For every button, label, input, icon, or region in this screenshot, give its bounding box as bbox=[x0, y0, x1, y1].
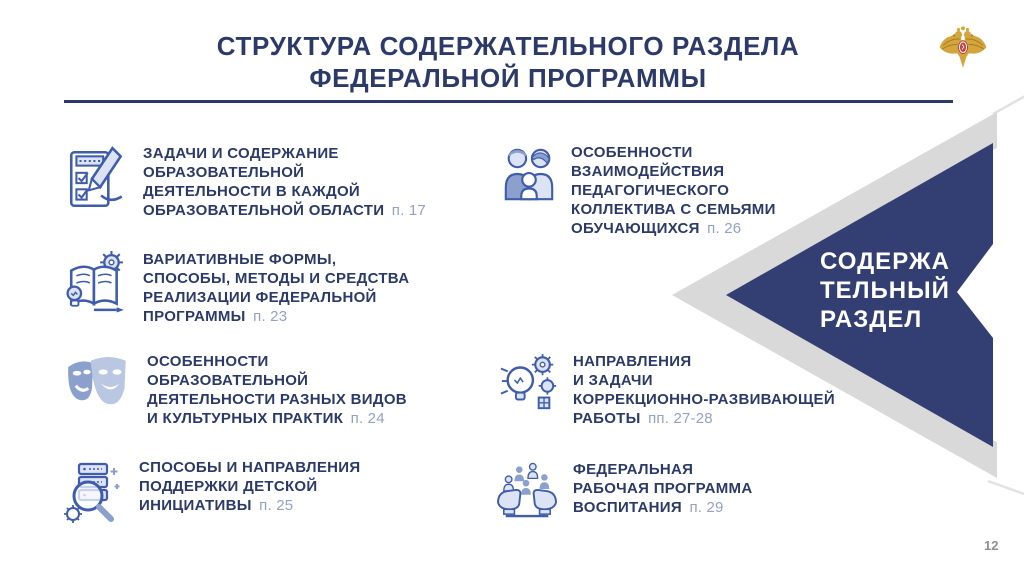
page-title-line2: ФЕДЕРАЛЬНОЙ ПРОГРАММЫ bbox=[309, 63, 707, 93]
item-text: ФЕДЕРАЛЬНАЯ РАБОЧАЯ ПРОГРАММА ВОСПИТАНИЯ п. 29 bbox=[573, 461, 753, 516]
content-item bbox=[60, 352, 407, 428]
content-item bbox=[62, 250, 409, 326]
item-text: НАПРАВЛЕНИЯ И ЗАДАЧИ КОРРЕКЦИОННО-РАЗВИВАЮЩЕЙ РАБОТЫ пп. 27-28 bbox=[573, 353, 835, 427]
hands-community-icon bbox=[494, 460, 560, 518]
item-paragraph-ref: п. 25 bbox=[259, 497, 294, 514]
item-paragraph-ref: пп. 27-28 bbox=[648, 410, 713, 427]
theater-masks-icon bbox=[60, 352, 134, 412]
item-paragraph-ref: п. 23 bbox=[253, 308, 288, 325]
content-item bbox=[500, 143, 776, 238]
item-paragraph-ref: п. 29 bbox=[689, 499, 724, 516]
arrow-label-line1: СОДЕРЖА bbox=[820, 248, 950, 275]
item-text: ОСОБЕННОСТИ ОБРАЗОВАТЕЛЬНОЙ ДЕЯТЕЛЬНОСТИ РАЗНЫХ ВИДОВ И КУЛЬТУРНЫХ ПРАКТИК п. 24 bbox=[147, 353, 407, 427]
faint-edge-line-bottom bbox=[988, 481, 1024, 495]
search-support-icon bbox=[62, 458, 126, 526]
item-text: ЗАДАЧИ И СОДЕРЖАНИЕ ОБРАЗОВАТЕЛЬНОЙ ДЕЯТЕЛЬНОСТИ В КАЖДОЙ ОБРАЗОВАТЕЛЬНОЙ ОБЛАСТИ п. 17 bbox=[143, 145, 426, 219]
family-icon bbox=[500, 143, 558, 205]
faint-edge-line-top bbox=[993, 95, 1024, 114]
item-text: СПОСОБЫ И НАПРАВЛЕНИЯ ПОДДЕРЖКИ ДЕТСКОЙ ИНИЦИАТИВЫ п. 25 bbox=[139, 459, 361, 514]
idea-gears-icon bbox=[498, 352, 560, 414]
item-paragraph-ref: п. 24 bbox=[350, 410, 385, 427]
checklist-pencil-icon bbox=[64, 144, 130, 214]
content-item bbox=[62, 458, 360, 526]
item-paragraph-ref: п. 26 bbox=[707, 220, 742, 237]
arrow-label-line3: РАЗДЕЛ bbox=[820, 306, 923, 333]
book-gear-idea-icon bbox=[62, 250, 130, 314]
arrow-label-line2: ТЕЛЬНЫЙ bbox=[820, 277, 950, 304]
content-item bbox=[64, 144, 426, 220]
page-number: 12 bbox=[984, 538, 999, 553]
russia-coat-of-arms-icon bbox=[936, 25, 990, 73]
page-title bbox=[64, 30, 952, 94]
item-text: ВАРИАТИВНЫЕ ФОРМЫ, СПОСОБЫ, МЕТОДЫ И СРЕДСТВА РЕАЛИЗАЦИИ ФЕДЕРАЛЬНОЙ ПРОГРАММЫ п. 23 bbox=[143, 251, 410, 325]
page-title-line1: СТРУКТУРА СОДЕРЖАТЕЛЬНОГО РАЗДЕЛА bbox=[216, 31, 800, 61]
title-divider bbox=[64, 100, 953, 103]
content-item bbox=[498, 352, 835, 428]
content-item bbox=[494, 460, 753, 518]
item-paragraph-ref: п. 17 bbox=[391, 202, 426, 219]
item-text: ОСОБЕННОСТИ ВЗАИМОДЕЙСТВИЯ ПЕДАГОГИЧЕСКОГО КОЛЛЕКТИВА С СЕМЬЯМИ ОБУЧАЮЩИХСЯ п. 26 bbox=[571, 144, 776, 237]
section-arrow-label bbox=[820, 247, 990, 334]
